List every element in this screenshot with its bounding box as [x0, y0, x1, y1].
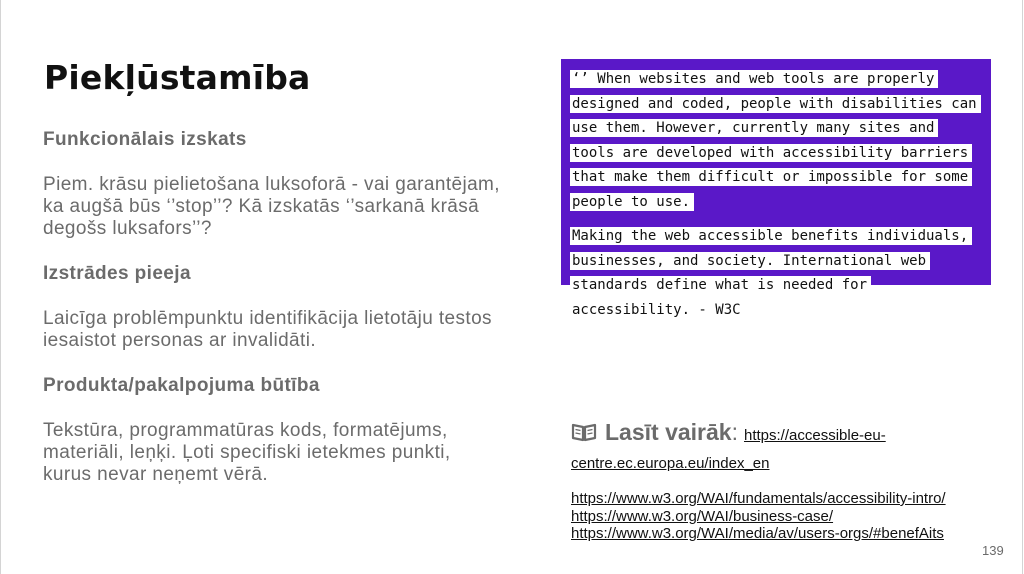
read-more-label: Lasīt vairāk: [605, 419, 732, 445]
link-accessible-eu-centre[interactable]: https://accessible-eu-centre.ec.europa.eu/index_en: [571, 427, 886, 472]
slide-left-border: [0, 0, 1, 574]
section-text-development: Laicīga problēmpunktu identifikācija lietotāju testos iesaistot personas ar invalidāti.: [43, 308, 492, 351]
quote-paragraph-2: [570, 224, 983, 322]
section-text-functional: Piem. krāsu pielietošana luksoforā - vai garantējam, ka augšā būs ‘’stop’’? Kā izskatās ‘’sarkanā krāsā degošs luksafors’’?: [43, 174, 500, 239]
link-w3c-business-case[interactable]: https://www.w3.org/WAI/business-case/: [571, 507, 834, 525]
link-w3c-fundamentals[interactable]: https://www.w3.org/WAI/fundamentals/accessibility-intro/: [571, 490, 946, 507]
page-number: 139: [982, 543, 1004, 558]
w3c-quote-box: [561, 59, 991, 318]
reference-links: [571, 490, 946, 543]
section-heading-functional: Funkcionālais izskats: [43, 129, 247, 150]
quote-text-1: ‘’ When websites and web tools are properly designed and coded, people with disabilities can use them. However, currently many sites and tools are developed with accessibility barriers that make them difficult or impossible for some people to use.: [570, 70, 981, 211]
slide-title: Piekļūstamība: [44, 58, 311, 97]
read-more-colon: :: [731, 419, 738, 445]
read-more-section: [571, 418, 991, 478]
section-heading-product: Produkta/pakalpojuma būtība: [43, 375, 320, 396]
section-text-product: Tekstūra, programmatūras kods, formatējums, materiāli, leņķi. Ļoti specifiski ietekmes punkti, kurus nevar neņemt vērā.: [43, 420, 451, 485]
link-w3c-users-orgs[interactable]: https://www.w3.org/WAI/media/av/users-orgs/#benefAits: [571, 525, 944, 542]
quote-text-2: Making the web accessible benefits individuals, businesses, and society. International web standards define what is needed for accessibility. - W3C: [570, 227, 972, 319]
section-heading-development: Izstrādes pieeja: [43, 263, 191, 284]
book-icon: [571, 422, 597, 442]
slide-right-border: [1022, 0, 1023, 574]
quote-paragraph-1: [570, 67, 983, 214]
slide-body: [43, 128, 503, 508]
